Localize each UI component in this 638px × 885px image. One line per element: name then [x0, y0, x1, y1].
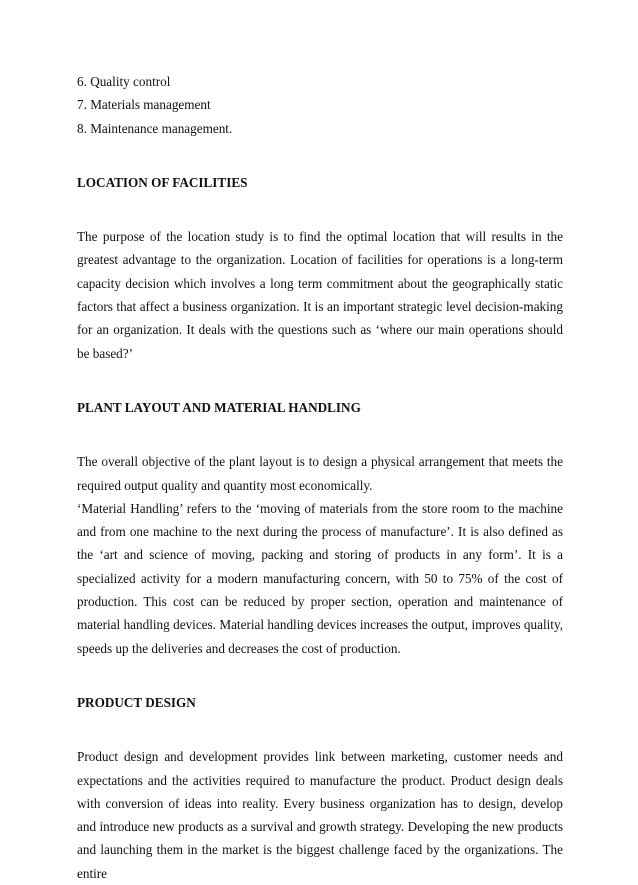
spacer — [77, 194, 563, 225]
section-plant-layout — [77, 396, 563, 660]
spacer — [77, 365, 563, 396]
spacer — [77, 714, 563, 745]
section-location — [77, 171, 563, 365]
function-list — [77, 70, 563, 140]
page-content — [77, 70, 563, 885]
paragraph: ‘Material Handling’ refers to the ‘moving of materials from the store room to the machine and from one machine to the next during the process of manufacture’. It is also defined as the ‘art and science of moving, packing and storing of products in any form’. It is a specialized activity for a modern manufacturing concern, with 50 to 75% of the cost of production. This cost can be reduced by proper section, operation and maintenance of material handling devices. Material handling devices increases the output, improves quality, speeds up the deliveries and decreases the cost of production. — [77, 500, 563, 656]
paragraph: The overall objective of the plant layout is to design a physical arrangement that meets the required output quality and quantity most economically. — [77, 454, 563, 493]
paragraph: The purpose of the location study is to find the optimal location that will results in the greatest advantage to the organization. Location of facilities for operations is a long-term capacity decision which involves a long term commitment about the geographically static factors that affect a business organization. It is an important strategic level decision-making for an organization. It deals with the questions such as ‘where our main operations should be based?’ — [77, 229, 563, 361]
list-item: 7. Materials management — [77, 97, 211, 113]
paragraph: Product design and development provides link between marketing, customer needs and expectations and the activities required to manufacture the product. Product design deals with conversion of ideas into reality. Every business organization has to design, develop and introduce new products as a survival and growth strategy. Developing the new products and launching them in the market is the biggest challenge faced by the organizations. The entire — [77, 749, 563, 881]
section-heading: PLANT LAYOUT AND MATERIAL HANDLING — [77, 399, 361, 415]
section-heading: LOCATION OF FACILITIES — [77, 174, 248, 190]
spacer — [77, 419, 563, 450]
list-item: 8. Maintenance management. — [77, 120, 233, 136]
list-item: 6. Quality control — [77, 74, 171, 89]
section-product-design — [77, 691, 563, 885]
section-heading: PRODUCT DESIGN — [77, 694, 196, 710]
spacer — [77, 660, 563, 691]
spacer — [77, 140, 563, 171]
